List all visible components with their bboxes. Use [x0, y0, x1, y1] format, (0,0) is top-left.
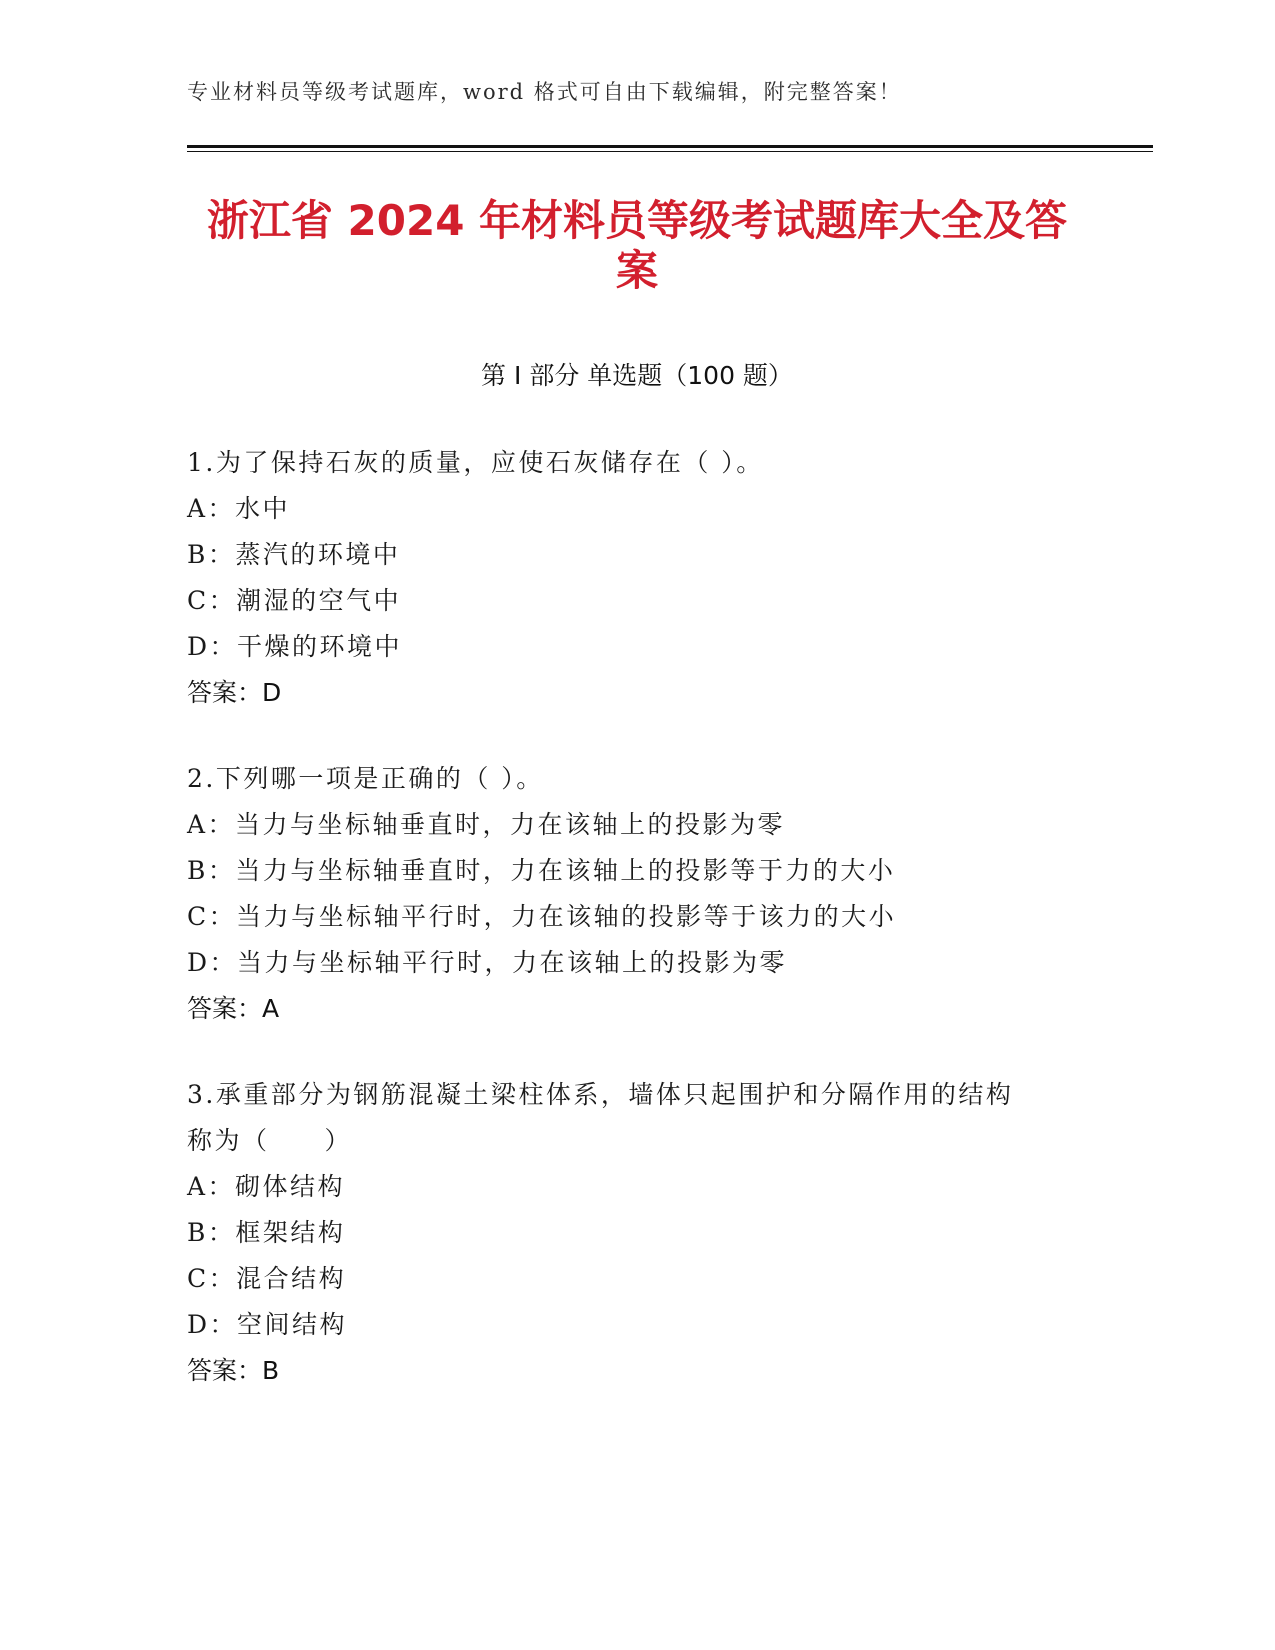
- answer: 答案：D: [187, 678, 282, 707]
- option-a: A：砌体结构: [187, 1172, 346, 1201]
- question-2: [187, 756, 1087, 1032]
- document-title-line-2: 案: [615, 246, 658, 295]
- option-b: B：蒸汽的环境中: [187, 540, 401, 569]
- question-list: [187, 440, 1087, 1434]
- option-d: D：干燥的环境中: [187, 632, 403, 661]
- option-c: C：当力与坐标轴平行时，力在该轴的投影等于该力的大小: [187, 902, 897, 931]
- question-1: [187, 440, 1087, 716]
- question-stem-line-2: 称为（ ）: [187, 1126, 353, 1155]
- page-header: 专业材料员等级考试题库，word 格式可自由下载编辑，附完整答案！: [187, 80, 902, 104]
- question-3: [187, 1072, 1087, 1394]
- option-a: A：当力与坐标轴垂直时，力在该轴上的投影为零: [187, 810, 786, 839]
- question-stem: 2.下列哪一项是正确的（ ）。: [187, 764, 544, 793]
- question-stem-line-1: 3.承重部分为钢筋混凝土梁柱体系，墙体只起围护和分隔作用的结构: [187, 1080, 1014, 1109]
- question-stem: 1.为了保持石灰的质量，应使石灰储存在（ ）。: [187, 448, 764, 477]
- option-a: A：水中: [187, 494, 291, 523]
- option-c: C：混合结构: [187, 1264, 347, 1293]
- option-c: C：潮湿的空气中: [187, 586, 402, 615]
- header-divider-thin: [187, 151, 1153, 152]
- answer: 答案：A: [187, 994, 280, 1023]
- option-d: D：空间结构: [187, 1310, 348, 1339]
- option-b: B：框架结构: [187, 1218, 346, 1247]
- option-b: B：当力与坐标轴垂直时，力在该轴上的投影等于力的大小: [187, 856, 896, 885]
- document-title-line-1: 浙江省 2024 年材料员等级考试题库大全及答: [206, 196, 1068, 245]
- header-divider-thick: [187, 145, 1153, 148]
- answer: 答案：B: [187, 1356, 280, 1385]
- option-d: D：当力与坐标轴平行时，力在该轴上的投影为零: [187, 948, 788, 977]
- section-title: 第 I 部分 单选题（100 题）: [481, 361, 793, 390]
- document-title: [187, 196, 1087, 296]
